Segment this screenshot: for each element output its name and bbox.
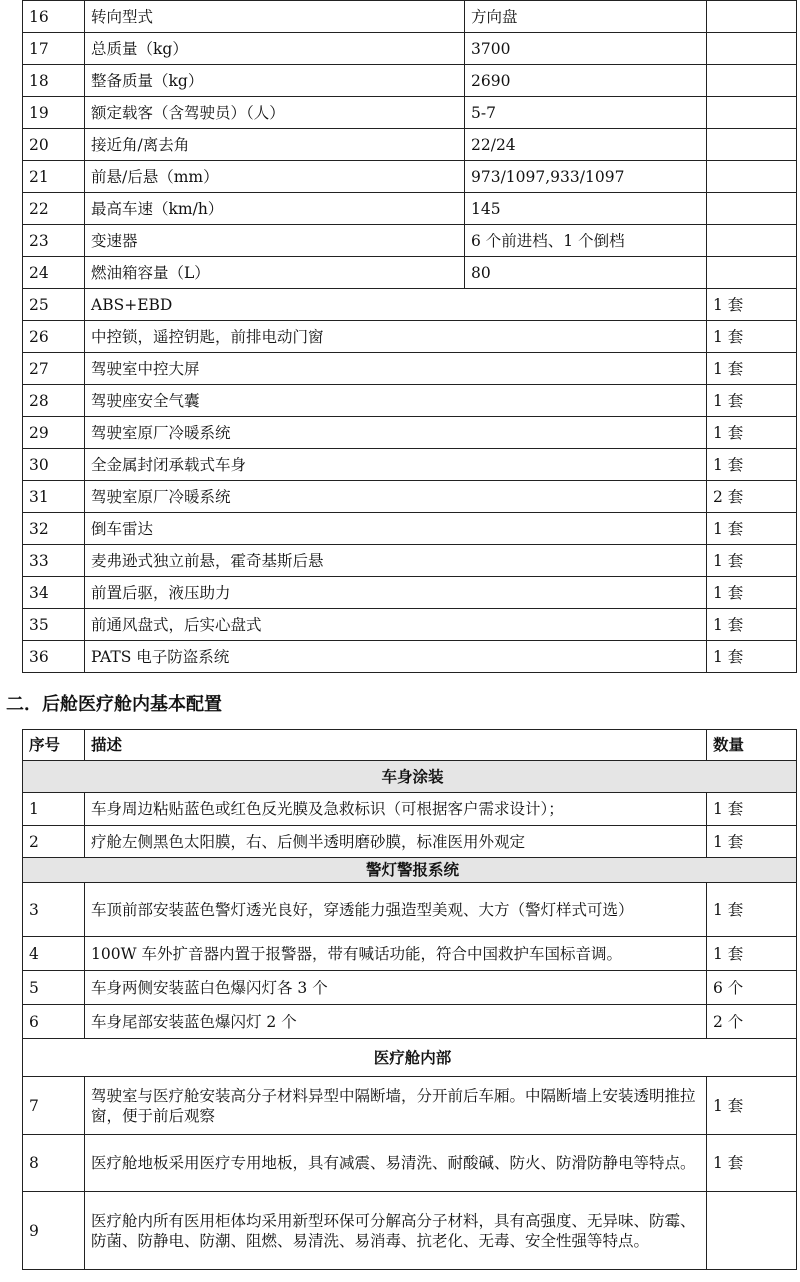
item-name: 前通风盘式，后实心盘式 xyxy=(85,609,707,641)
table-row xyxy=(23,1077,797,1135)
item-quantity: 1 套 xyxy=(707,353,797,385)
row-number: 36 xyxy=(23,641,85,673)
item-quantity xyxy=(707,65,797,97)
row-number: 9 xyxy=(23,1192,85,1270)
item-name: 前置后驱，液压助力 xyxy=(85,577,707,609)
item-name: 接近角/离去角 xyxy=(85,129,465,161)
item-quantity: 1 套 xyxy=(707,321,797,353)
item-quantity xyxy=(707,161,797,193)
item-name: 额定载客（含驾驶员）（人） xyxy=(85,97,465,129)
table-row xyxy=(23,937,797,971)
item-value: 22/24 xyxy=(465,129,707,161)
item-quantity xyxy=(707,129,797,161)
item-quantity: 1 套 xyxy=(707,609,797,641)
row-description: 车顶前部安装蓝色警灯透光良好，穿透能力强造型美观、大方（警灯样式可选） xyxy=(85,883,707,937)
table-row xyxy=(23,826,797,858)
item-value: 80 xyxy=(465,257,707,289)
table-row xyxy=(23,225,797,257)
row-number: 33 xyxy=(23,545,85,577)
header-number: 序号 xyxy=(23,730,85,761)
table-row xyxy=(23,971,797,1005)
row-quantity: 1 套 xyxy=(707,826,797,858)
row-description: 车身尾部安装蓝色爆闪灯 2 个 xyxy=(85,1005,707,1039)
item-quantity: 2 套 xyxy=(707,481,797,513)
item-quantity xyxy=(707,193,797,225)
item-value: 6 个前进档、1 个倒档 xyxy=(465,225,707,257)
row-description: 医疗舱内所有医用柜体均采用新型环保可分解高分子材料，具有高强度、无异味、防霉、防菌、防静电、防潮、阻燃、易清洗、易消毒、抗老化、无毒、安全性强等特点。 xyxy=(85,1192,707,1270)
row-description: 100W 车外扩音器内置于报警器，带有喊话功能，符合中国救护车国标音调。 xyxy=(85,937,707,971)
row-number: 18 xyxy=(23,65,85,97)
table-row xyxy=(23,609,797,641)
row-number: 32 xyxy=(23,513,85,545)
item-name: 总质量（kg） xyxy=(85,33,465,65)
section-title-warning: 警灯警报系统 xyxy=(23,858,797,883)
item-name: 倒车雷达 xyxy=(85,513,707,545)
item-quantity: 1 套 xyxy=(707,513,797,545)
item-value: 3700 xyxy=(465,33,707,65)
section-title-body-paint: 车身涂装 xyxy=(23,761,797,793)
row-description: 医疗舱地板采用医疗专用地板，具有减震、易清洗、耐酸碱、防火、防滑防静电等特点。 xyxy=(85,1135,707,1192)
table-row xyxy=(23,353,797,385)
table-row xyxy=(23,577,797,609)
item-name: 驾驶室中控大屏 xyxy=(85,353,707,385)
table-row xyxy=(23,481,797,513)
table-row xyxy=(23,545,797,577)
header-description: 描述 xyxy=(85,730,707,761)
table-row xyxy=(23,289,797,321)
row-number: 27 xyxy=(23,353,85,385)
table-header-row xyxy=(23,730,797,761)
row-number: 34 xyxy=(23,577,85,609)
row-description: 车身两侧安装蓝白色爆闪灯各 3 个 xyxy=(85,971,707,1005)
section-title-cabin: 医疗舱内部 xyxy=(23,1039,797,1077)
row-number: 31 xyxy=(23,481,85,513)
spec-table xyxy=(22,0,797,673)
row-number: 7 xyxy=(23,1077,85,1135)
table-row xyxy=(23,193,797,225)
table-row xyxy=(23,641,797,673)
item-value: 145 xyxy=(465,193,707,225)
item-name: 变速器 xyxy=(85,225,465,257)
table-row xyxy=(23,449,797,481)
row-quantity: 2 个 xyxy=(707,1005,797,1039)
row-number: 4 xyxy=(23,937,85,971)
row-quantity: 1 套 xyxy=(707,1077,797,1135)
table-row xyxy=(23,129,797,161)
table-row xyxy=(23,385,797,417)
item-name: 驾驶室原厂冷暖系统 xyxy=(85,417,707,449)
item-quantity: 1 套 xyxy=(707,289,797,321)
row-number: 8 xyxy=(23,1135,85,1192)
item-name: 转向型式 xyxy=(85,1,465,33)
table-row xyxy=(23,161,797,193)
item-name: 麦弗逊式独立前悬，霍奇基斯后悬 xyxy=(85,545,707,577)
item-quantity xyxy=(707,97,797,129)
row-number: 5 xyxy=(23,971,85,1005)
item-quantity xyxy=(707,257,797,289)
row-description: 驾驶室与医疗舱安装高分子材料异型中隔断墙，分开前后车厢。中隔断墙上安装透明推拉窗，便于前后观察 xyxy=(85,1077,707,1135)
row-quantity: 1 套 xyxy=(707,937,797,971)
item-name: 整备质量（kg） xyxy=(85,65,465,97)
row-number: 35 xyxy=(23,609,85,641)
item-name: 中控锁，遥控钥匙，前排电动门窗 xyxy=(85,321,707,353)
row-number: 1 xyxy=(23,793,85,826)
item-value: 方向盘 xyxy=(465,1,707,33)
row-quantity: 1 套 xyxy=(707,883,797,937)
row-number: 3 xyxy=(23,883,85,937)
section-row xyxy=(23,858,797,883)
item-name: 燃油箱容量（L） xyxy=(85,257,465,289)
row-quantity: 1 套 xyxy=(707,1135,797,1192)
table-row xyxy=(23,257,797,289)
table-row xyxy=(23,1,797,33)
row-number: 2 xyxy=(23,826,85,858)
header-quantity: 数量 xyxy=(707,730,797,761)
row-number: 28 xyxy=(23,385,85,417)
row-quantity xyxy=(707,1192,797,1270)
table-row xyxy=(23,1192,797,1270)
row-number: 16 xyxy=(23,1,85,33)
item-quantity xyxy=(707,33,797,65)
table-row xyxy=(23,65,797,97)
item-name: 全金属封闭承载式车身 xyxy=(85,449,707,481)
item-value: 2690 xyxy=(465,65,707,97)
row-number: 21 xyxy=(23,161,85,193)
table-row xyxy=(23,1005,797,1039)
section-heading: 二．后舱医疗舱内基本配置 xyxy=(6,694,222,715)
item-name: 前悬/后悬（mm） xyxy=(85,161,465,193)
item-name: 驾驶室原厂冷暖系统 xyxy=(85,481,707,513)
row-number: 23 xyxy=(23,225,85,257)
item-quantity xyxy=(707,1,797,33)
table-row xyxy=(23,513,797,545)
item-quantity: 1 套 xyxy=(707,385,797,417)
row-number: 17 xyxy=(23,33,85,65)
row-number: 6 xyxy=(23,1005,85,1039)
table-row xyxy=(23,417,797,449)
item-name: PATS 电子防盗系统 xyxy=(85,641,707,673)
item-name: 最高车速（km/h） xyxy=(85,193,465,225)
item-quantity: 1 套 xyxy=(707,449,797,481)
item-value: 5-7 xyxy=(465,97,707,129)
section-row xyxy=(23,1039,797,1077)
row-description: 车身周边粘贴蓝色或红色反光膜及急救标识（可根据客户需求设计）； xyxy=(85,793,707,826)
row-description: 疗舱左侧黑色太阳膜，右、后侧半透明磨砂膜，标准医用外观定 xyxy=(85,826,707,858)
row-quantity: 1 套 xyxy=(707,793,797,826)
item-name: ABS+EBD xyxy=(85,289,707,321)
row-number: 26 xyxy=(23,321,85,353)
row-number: 30 xyxy=(23,449,85,481)
row-number: 19 xyxy=(23,97,85,129)
row-number: 25 xyxy=(23,289,85,321)
row-quantity: 6 个 xyxy=(707,971,797,1005)
table-row xyxy=(23,1135,797,1192)
table-row xyxy=(23,97,797,129)
item-name: 驾驶座安全气囊 xyxy=(85,385,707,417)
item-quantity: 1 套 xyxy=(707,577,797,609)
item-quantity: 1 套 xyxy=(707,417,797,449)
table-row xyxy=(23,33,797,65)
table-row xyxy=(23,321,797,353)
row-number: 24 xyxy=(23,257,85,289)
table-row xyxy=(23,883,797,937)
row-number: 22 xyxy=(23,193,85,225)
row-number: 29 xyxy=(23,417,85,449)
item-quantity xyxy=(707,225,797,257)
item-quantity: 1 套 xyxy=(707,545,797,577)
row-number: 20 xyxy=(23,129,85,161)
item-value: 973/1097,933/1097 xyxy=(465,161,707,193)
section-row xyxy=(23,761,797,793)
config-table xyxy=(22,729,797,1270)
table-row xyxy=(23,793,797,826)
item-quantity: 1 套 xyxy=(707,641,797,673)
